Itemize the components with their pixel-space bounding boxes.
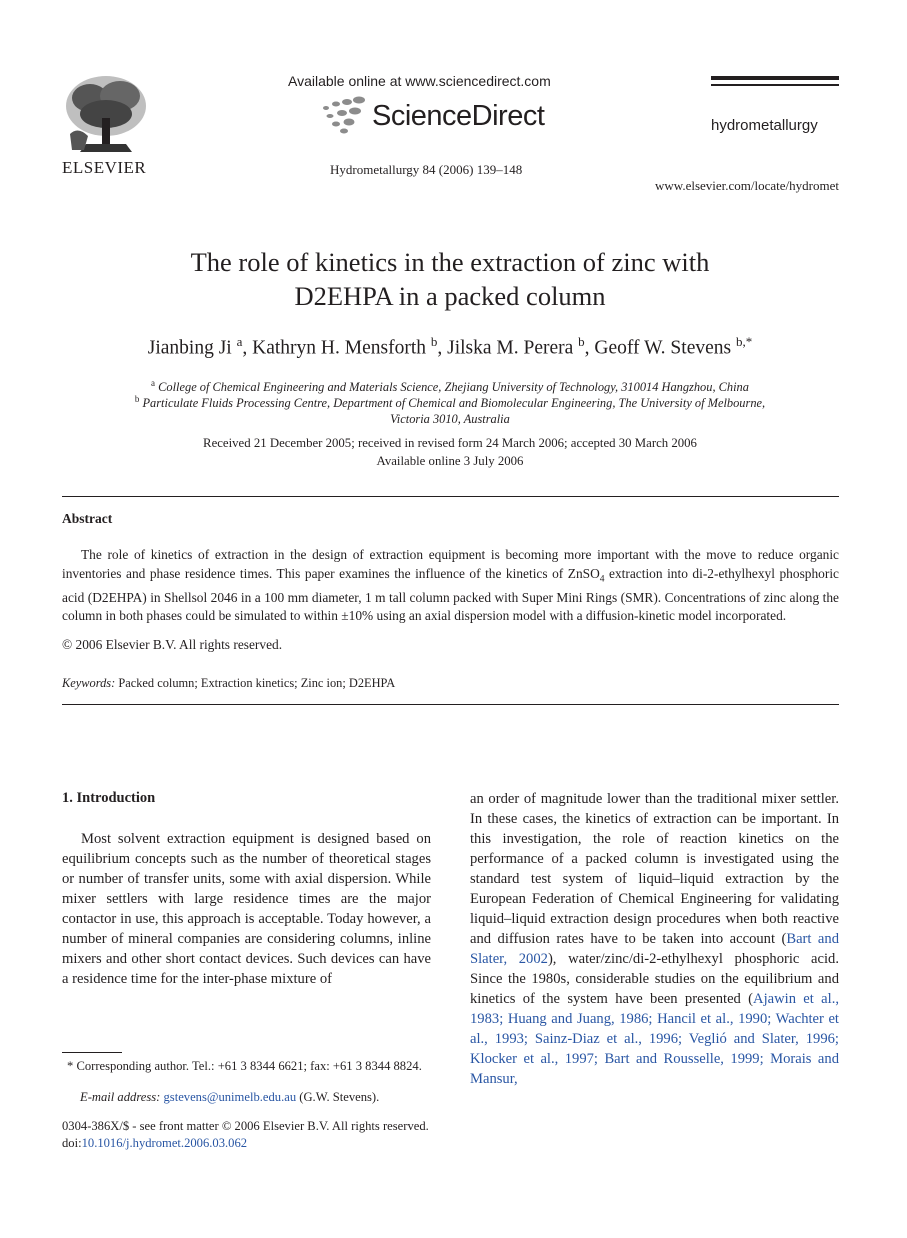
author-affil-mark: b [430,334,438,349]
email-suffix: (G.W. Stevens). [296,1090,380,1104]
author-affil-mark: b,* [735,334,753,349]
sciencedirect-dots-icon [316,94,376,134]
body-text: ), water/zinc/di-2-ethylhexyl phosphoric acid. Since the 1980s, considerable studies on the equilibrium and kinetics of the system have been presented ( [470,951,839,1007]
abstract-heading: Abstract [62,511,113,526]
intro-right-column [470,789,839,1089]
abstract-subscript: 4 [599,574,605,585]
platform-wordmark: ScienceDirect [372,100,545,132]
publisher-wordmark: ELSEVIER [62,158,147,177]
journal-header-bars [711,76,839,86]
abstract-text-part: The role of kinetics of extraction in the design of extraction equipment is becoming more important with the move to reduce organic inventories and phase residence times. This paper examines the influence of the kinetics of ZnSO [62,547,839,581]
journal-url-link[interactable]: www.elsevier.com/locate/hydromet [655,178,839,193]
journal-citation: Hydrometallurgy 84 (2006) 139–148 [330,162,523,177]
email-link[interactable]: gstevens@unimelb.edu.au [163,1090,297,1104]
journal-bar-thin [711,84,839,86]
divider-bottom [62,704,839,705]
email-note [62,1090,379,1105]
author-name: Jilska M. Perera [447,337,574,359]
intro-left-column: Most solvent extraction equipment is designed based on equilibrium concepts such as the number of theoretical stages or number of transfer units, some with axial dispersion. While mixer settlers with large residence times are the major contactor in use, this approach is acceptable. Today however, a number of mineral companies are considering columns, inline mixers and other short contact devices. Such devices can have a residence time for the inter-phase mixture of [62,831,431,987]
author-separator: , [437,337,448,359]
footnote-divider [62,1052,122,1053]
body-text: an order of magnitude lower than the traditional mixer settler. In these cases, the kinetics of extraction can be important. In this investigation, the role of reaction kinetics on the performance of a packed column is investigated using the standard test system of liquid–liquid extraction by the European Federation of Chemical Engineering for validating liquid–liquid extraction design procedures when both reactive and diffusion rates have to be taken into account ( [470,791,839,947]
divider-top [62,496,839,497]
available-online-text: Available online at www.sciencedirect.com [288,73,551,89]
affiliation-mark: a [151,378,156,388]
abstract-text-part: extraction into di-2-ethylhexyl phosphoric acid (D2EHPA) in Shellsol 2046 in a 100 mm diameter, 1 m tall column packed with Super Mini Rings (SMR). Concentrations of zinc along the column in both phases could be simulated to within ±10% using an axial dispersion model with a diffusion-kinetic model incorporated. [62,565,839,624]
issn-line: 0304-386X/$ - see front matter © 2006 Elsevier B.V. All rights reserved. [62,1119,429,1133]
author-list [60,334,840,360]
affiliation-text: Particulate Fluids Processing Centre, Department of Chemical and Biomolecular Engineering, The University of Melbourne, [142,396,766,411]
author-affil-mark: a [236,334,243,349]
author-name: Geoff W. Stevens [594,337,732,359]
article-history [60,434,840,470]
abstract-body [62,546,839,626]
affiliation-text: Victoria 3010, Australia [390,412,510,427]
article-title [60,245,840,313]
keywords-list: Packed column; Extraction kinetics; Zinc ion; D2EHPA [115,676,396,690]
keywords-label: Keywords: [62,676,116,690]
section-heading-introduction: 1. Introduction [62,790,156,806]
received-dates: Received 21 December 2005; received in revised form 24 March 2006; accepted 30 March 2006 [203,436,697,450]
title-line-2: D2EHPA in a packed column [294,281,606,311]
title-line-1: The role of kinetics in the extraction of zinc with [190,247,710,277]
available-date: Available online 3 July 2006 [376,454,524,468]
citation-link[interactable]: Ajawin et al., 1983; Huang and Juang, 1986; Hancil et al., 1990; Wachter et al., 1993; Sainz-Diaz et al., 1996; Veglió and Slater, 1996; Klocker et al., 1997; Bart and Rousselle, 1999; Morais and Mansur, [470,991,839,1087]
abstract-copyright: © 2006 Elsevier B.V. All rights reserved. [62,637,283,652]
citation-link[interactable]: Bart and Slater, 2002 [470,931,839,967]
doi-line [62,1136,247,1151]
email-label: E-mail address: [80,1090,161,1104]
affiliation-mark: b [134,394,140,404]
author-name: Kathryn H. Mensforth [252,337,426,359]
author-separator: , [584,337,595,359]
keywords [62,676,395,691]
affiliation-b [60,391,840,427]
doi-prefix: doi: [62,1136,82,1150]
doi-link[interactable]: 10.1016/j.hydromet.2006.03.062 [81,1136,248,1150]
journal-name: hydrometallurgy [711,117,818,134]
corresponding-author-note: * Corresponding author. Tel.: +61 3 8344 6621; fax: +61 3 8344 8824. [67,1059,422,1073]
author-name: Jianbing Ji [147,337,232,359]
author-separator: , [242,337,253,359]
journal-bar-thick [711,76,839,80]
affiliation-text: College of Chemical Engineering and Materials Science, Zhejiang University of Technology, 310014 Hangzhou, China [158,380,749,395]
author-affil-mark: b [578,334,585,349]
